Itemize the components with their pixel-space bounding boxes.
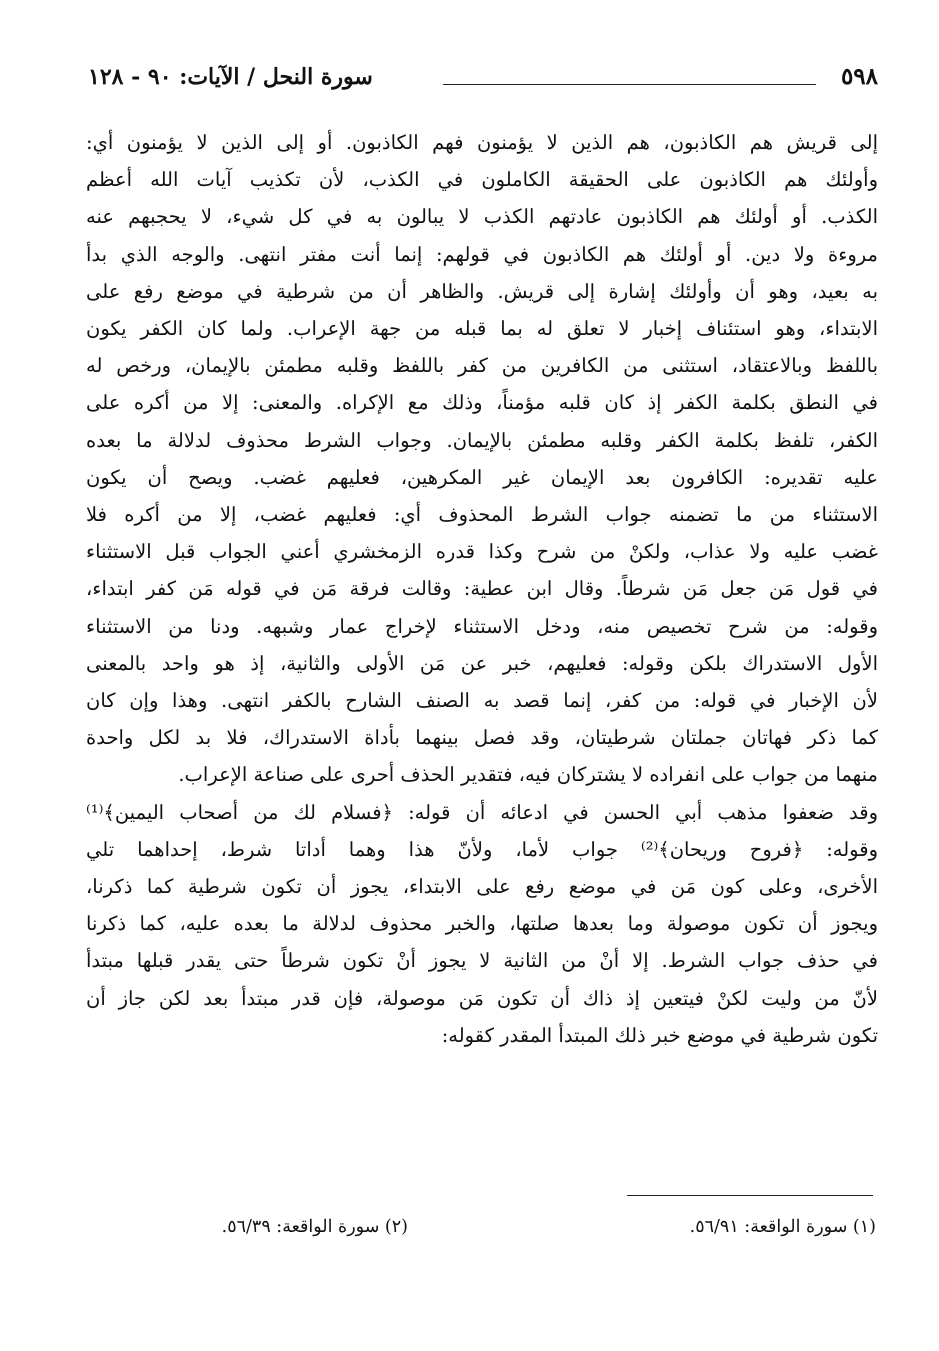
footnote-1: (١) سورة الواقعة: ٥٦/٩١. (689, 1217, 876, 1237)
footnote-rule (627, 1195, 873, 1196)
footnote-2: (٢) سورة الواقعة: ٥٦/٣٩. (221, 1217, 408, 1237)
text-line: الأول الاستدراك بلكن وقوله: فعليهم، خبر عن مَن الأولى والثانية، إذ هو واحد بالمعنى (86, 651, 878, 675)
text-line: في النطق بكلمة الكفر إذ كان قلبه مؤمناً، وذلك مع الإكراه. والمعنى: إلا من أكره على (86, 391, 878, 415)
text-line: الأخرى، وعلى كون مَن في موضع رفع على الابتداء، يجوز أن تكون شرطية كما ذكرنا، (86, 875, 878, 899)
text-line: تكون شرطية في موضع خبر ذلك المبتدأ المقدر كقوله: (441, 1023, 878, 1047)
page-number: ٥٩٨ (840, 63, 878, 90)
text-line: به بعيد، وهو أن وأولئك إشارة إلى قريش. والظاهر أن من شرطية في موضع رفع على (86, 279, 878, 303)
footnotes (86, 1212, 876, 1246)
text-line: كما ذكر فهاتان جملتان شرطيتان، وقد فصل بينهما بأداة الاستدراك، فلا بد لكل واحدة (86, 726, 878, 750)
text-line: غضب عليه ولا عذاب، ولكنْ من شرح وكذا قدره الزمخشري أعني الجواب قبل الاستثناء (86, 540, 878, 564)
text-line: مروءة ولا دين. أو أولئك هم الكاذبون في قولهم: إنما أنت مفتر انتهى. والوجه الذي بدأ (86, 242, 878, 266)
text-line: وأولئك هم الكاذبون على الحقيقة الكاملون في الكذب، لأن تكذيب آيات الله أعظم (86, 168, 878, 192)
text-line: لأن الإخبار في قوله: من كفر، إنما قصد به الصنف الشارح بالكفر انتهى. وهذا وإن كان (86, 689, 878, 713)
text-line: عليه تقديره: الكافرون بعد الإيمان غير المكرهين، فعليهم غضب. ويصح أن يكون (86, 465, 878, 489)
text-line: باللفظ وبالاعتقاد، استثنى من الكافرين من كفر باللفظ وقلبه مطمئن بالإيمان، ورخص له (86, 354, 878, 378)
text-line: إلى قريش هم الكاذبون، هم الذين لا يؤمنون فهم الكاذبون. أو إلى الذين لا يؤمنون أي: (86, 131, 878, 154)
body-text (86, 124, 878, 1054)
text-line: وقوله: من شرح تخصيص منه، ودخل الاستثناء لإخراج عمار وشبهه. ودنا من الاستثناء (86, 614, 878, 638)
page-header (88, 62, 878, 98)
header-rule (443, 84, 816, 85)
text-line: الاستثناء من ما تضمنه جواب الشرط المحذوف أي: فعليهم غضب، إلا من أكره فلا (86, 503, 878, 527)
running-title: سورة النحل / الآيات: ٩٠ - ١٢٨ (88, 64, 373, 90)
text-line: ويجوز أن تكون موصولة وما بعدها صلتها، والخبر محذوف لدلالة ما بعده عليه، كما ذكرنا (86, 912, 878, 936)
text-line: منهما من جواب على انفراده لا يشتركان فيه، فتقدير الحذف أحرى على صناعة الإعراب. (178, 763, 878, 787)
text-line: الكذب. أو أولئك هم الكاذبون عادتهم الكذب لا يبالون به في كل شيء، لا يحجبهم عنه (86, 205, 878, 229)
text-line: الكفر، تلفظ بكلمة الكفر وقلبه مطمئن بالإيمان. وجواب الشرط محذوف لدلالة ما بعده (86, 428, 878, 452)
text-line: وقوله: ﴿فروح وريحان﴾⁽²⁾ جواب لأما، ولأنّ هذا وهما أداتا شرط، إحداهما تلي (86, 837, 878, 861)
text-line: وقد ضعفوا مذهب أبي الحسن في ادعائه أن قوله: ﴿فسلام لك من أصحاب اليمين﴾⁽¹⁾ (86, 800, 878, 824)
text-line: لأنّ من وليت لكنْ فيتعين إذ ذاك أن تكون مَن موصولة، فإن قدر مبتدأ بعد لكن جاز أن (86, 986, 878, 1010)
text-line: الابتداء، وهو استئناف إخبار لا تعلق له بما قبله من جهة الإعراب. ولما كان الكفر يكون (86, 317, 878, 341)
text-line: في حذف جواب الشرط. إلا أنْ من الثانية لا يجوز أنْ تكون شرطاً حتى يقدر قبلها مبتدأ (86, 949, 878, 973)
text-line: في قول مَن جعل مَن شرطاً. وقال ابن عطية: وقالت فرقة مَن في قوله مَن كفر ابتداء، (86, 577, 878, 601)
